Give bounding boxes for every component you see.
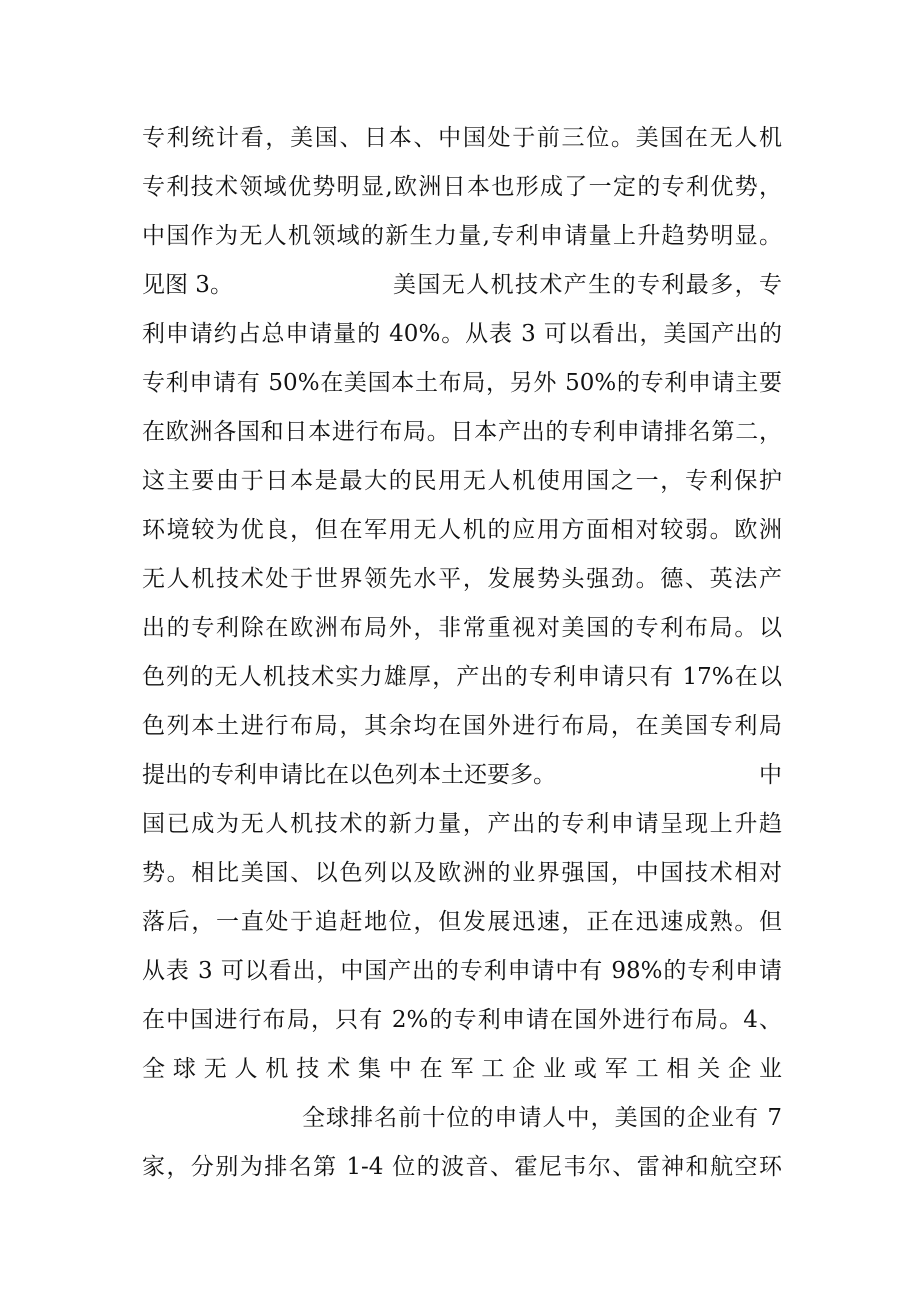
text-line: 利申请约占总申请量的 40%。从表 3 可以看出，美国产出的	[142, 321, 782, 347]
text-line: 色列本土进行布局，其余均在国外进行布局，在美国专利局	[142, 713, 782, 739]
text-line: 在欧洲各国和日本进行布局。日本产出的专利申请排名第二，	[142, 419, 782, 445]
text-line: 出的专利除在欧洲布局外，非常重视对美国的专利布局。以	[142, 615, 782, 641]
text-line: 落后，一直处于追赶地位，但发展迅速，正在迅速成熟。但	[142, 909, 782, 935]
text-line: 在中国进行布局，只有 2%的专利申请在国外进行布局。4、	[142, 1007, 782, 1033]
text-line: 中	[759, 762, 782, 788]
text-line: 家，分别为排名第 1-4 位的波音、霍尼韦尔、雷神和航空环	[142, 1154, 782, 1180]
text-line: 专利技术领域优势明显,欧洲日本也形成了一定的专利优势，	[142, 174, 782, 200]
text-line: 见图 3。	[142, 272, 233, 298]
text-line: 全球排名前十位的申请人中，美国的企业有 7	[302, 1105, 782, 1131]
text-line: 从表 3 可以看出，中国产出的专利申请中有 98%的专利申请	[142, 958, 782, 984]
text-line: 国已成为无人机技术的新力量，产出的专利申请呈现上升趋	[142, 811, 782, 837]
text-line: 专利统计看，美国、日本、中国处于前三位。美国在无人机	[142, 125, 782, 151]
heading-line: 全球无人机技术集中在军工企业或军工相关企业	[142, 1056, 782, 1082]
text-line: 无人机技术处于世界领先水平，发展势头强劲。德、英法产	[142, 566, 782, 592]
text-line: 色列的无人机技术实力雄厚，产出的专利申请只有 17%在以	[142, 664, 782, 690]
text-line: 势。相比美国、以色列以及欧洲的业界强国，中国技术相对	[142, 860, 782, 886]
text-line: 提出的专利申请比在以色列本土还要多。	[142, 762, 556, 788]
text-line: 环境较为优良，但在军用无人机的应用方面相对较弱。欧洲	[142, 517, 782, 543]
text-line: 中国作为无人机领域的新生力量,专利申请量上升趋势明显。	[142, 223, 782, 249]
text-line: 专利申请有 50%在美国本土布局，另外 50%的专利申请主要	[142, 370, 782, 396]
text-line: 这主要由于日本是最大的民用无人机使用国之一，专利保护	[142, 468, 782, 494]
text-line: 美国无人机技术产生的专利最多，专	[393, 272, 782, 298]
